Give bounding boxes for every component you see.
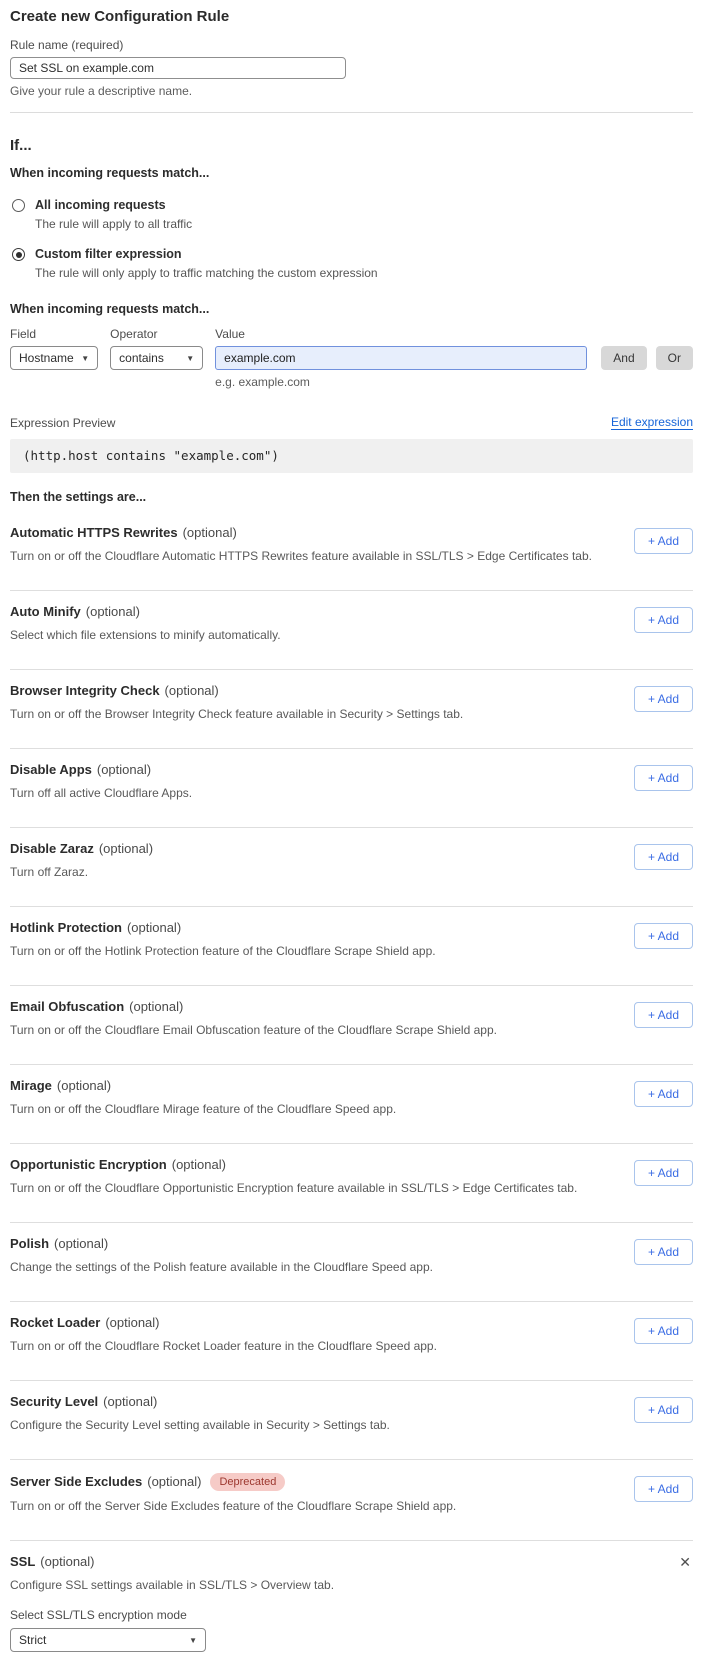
radio-button-icon[interactable]	[12, 199, 25, 212]
setting-description: Turn on or off the Cloudflare Automatic HTTPS Rewrites feature available in SSL/TLS > Edge Certificates tab.	[10, 549, 592, 563]
ssl-description: Configure SSL settings available in SSL/TLS > Overview tab.	[10, 1578, 335, 1592]
setting-title: Rocket Loader	[10, 1315, 101, 1330]
deprecated-badge: Deprecated	[210, 1473, 285, 1491]
radio-description: The rule will only apply to traffic matching the custom expression	[35, 266, 378, 280]
setting-row	[10, 670, 693, 749]
section-divider	[10, 112, 693, 113]
setting-row	[10, 986, 693, 1065]
setting-row	[10, 1460, 693, 1541]
ssl-mode-select[interactable]	[10, 1628, 206, 1652]
add-setting-button[interactable]: + Add	[634, 1002, 693, 1028]
incoming-match-heading: When incoming requests match...	[10, 166, 210, 180]
setting-row	[10, 512, 693, 591]
setting-title: Security Level	[10, 1394, 99, 1409]
radio-button-icon[interactable]	[12, 248, 25, 261]
rule-name-label: Rule name (required)	[10, 38, 124, 52]
then-settings-heading: Then the settings are...	[10, 490, 147, 504]
setting-row	[10, 749, 693, 828]
setting-optional-label: (optional)	[182, 525, 237, 540]
operator-select[interactable]	[110, 346, 203, 370]
edit-expression-link[interactable]: Edit expression	[610, 415, 693, 429]
ssl-optional-label: (optional)	[40, 1554, 95, 1569]
add-setting-button[interactable]: + Add	[634, 1239, 693, 1265]
setting-row	[10, 1144, 693, 1223]
setting-optional-label: (optional)	[103, 1394, 158, 1409]
filter-builder-row	[10, 327, 693, 389]
add-setting-button[interactable]: + Add	[634, 923, 693, 949]
setting-description: Turn off all active Cloudflare Apps.	[10, 786, 193, 800]
setting-optional-label: (optional)	[96, 762, 152, 777]
chevron-down-icon: ▼	[81, 353, 90, 363]
setting-description: Select which file extensions to minify automatically.	[10, 628, 281, 642]
rule-name-input[interactable]	[10, 57, 346, 79]
operator-label: Operator	[110, 327, 158, 341]
ssl-setting-section	[10, 1541, 693, 1652]
expression-code-block: (http.host contains "example.com")	[10, 439, 693, 473]
rule-name-helper: Give your rule a descriptive name.	[10, 84, 193, 98]
value-label: Value	[215, 327, 245, 341]
setting-title: Email Obfuscation	[10, 999, 125, 1014]
setting-title: Disable Zaraz	[10, 841, 94, 856]
setting-row	[10, 1065, 693, 1144]
setting-title: Browser Integrity Check	[10, 683, 160, 698]
add-setting-button[interactable]: + Add	[634, 686, 693, 712]
setting-row	[10, 1223, 693, 1302]
setting-description: Turn on or off the Cloudflare Opportunistic Encryption feature available in SSL/TLS > Edge Certificates tab.	[10, 1181, 578, 1195]
and-button[interactable]: And	[601, 346, 646, 370]
setting-row	[10, 591, 693, 670]
setting-description: Turn off Zaraz.	[10, 865, 89, 879]
chevron-down-icon: ▼	[186, 353, 195, 363]
radio-description: The rule will apply to all traffic	[35, 217, 193, 231]
match-type-radio-group	[10, 198, 693, 280]
rule-name-group	[10, 38, 693, 98]
close-icon[interactable]: ✕	[679, 1554, 691, 1570]
setting-optional-label: (optional)	[85, 604, 140, 619]
setting-row	[10, 1302, 693, 1381]
chevron-down-icon: ▼	[189, 1635, 197, 1645]
add-setting-button[interactable]: + Add	[634, 607, 693, 633]
setting-description: Change the settings of the Polish feature available in the Cloudflare Speed app.	[10, 1260, 433, 1274]
setting-title: Mirage	[10, 1078, 52, 1093]
page-title: Create new Configuration Rule	[10, 8, 230, 25]
radio-label: Custom filter expression	[35, 247, 182, 261]
add-setting-button[interactable]: + Add	[634, 1081, 693, 1107]
radio-label: All incoming requests	[35, 198, 166, 212]
setting-description: Turn on or off the Hotlink Protection feature of the Cloudflare Scrape Shield app.	[10, 944, 436, 958]
if-heading: If...	[10, 137, 32, 154]
field-select-value: Hostname	[19, 351, 74, 365]
expression-preview-label: Expression Preview	[10, 416, 116, 430]
setting-row	[10, 907, 693, 986]
add-setting-button[interactable]: + Add	[634, 1160, 693, 1186]
value-input[interactable]	[215, 346, 587, 370]
or-button[interactable]: Or	[656, 346, 693, 370]
setting-optional-label: (optional)	[171, 1157, 226, 1172]
setting-optional-label: (optional)	[126, 920, 182, 935]
setting-optional-label: (optional)	[54, 1236, 109, 1251]
field-label: Field	[10, 327, 37, 341]
add-setting-button[interactable]: + Add	[634, 844, 693, 870]
setting-optional-label: (optional)	[105, 1315, 160, 1330]
setting-description: Turn on or off the Cloudflare Email Obfuscation feature of the Cloudflare Scrape Shield app.	[10, 1023, 497, 1037]
radio-all-incoming-requests[interactable]	[10, 198, 693, 231]
setting-description: Turn on or off the Cloudflare Mirage feature of the Cloudflare Speed app.	[10, 1102, 397, 1116]
setting-title: Hotlink Protection	[10, 920, 122, 935]
radio-custom-filter-expression[interactable]	[10, 247, 693, 280]
settings-list	[10, 512, 693, 1541]
filter-builder-heading: When incoming requests match...	[10, 302, 210, 316]
ssl-mode-select-value: Strict	[19, 1633, 47, 1647]
field-select[interactable]	[10, 346, 98, 370]
add-setting-button[interactable]: + Add	[634, 765, 693, 791]
setting-optional-label: (optional)	[98, 841, 154, 856]
setting-title: Polish	[10, 1236, 50, 1251]
setting-optional-label: (optional)	[164, 683, 219, 698]
add-setting-button[interactable]: + Add	[634, 1318, 693, 1344]
setting-title: Automatic HTTPS Rewrites	[10, 525, 178, 540]
add-setting-button[interactable]: + Add	[634, 528, 693, 554]
expression-preview-header	[10, 415, 693, 430]
setting-optional-label: (optional)	[56, 1078, 112, 1093]
setting-title: Opportunistic Encryption	[10, 1157, 167, 1172]
setting-description: Turn on or off the Server Side Excludes feature of the Cloudflare Scrape Shield app.	[10, 1499, 457, 1513]
setting-title: Server Side Excludes	[10, 1474, 143, 1489]
setting-row	[10, 1381, 693, 1460]
add-setting-button[interactable]: + Add	[634, 1476, 693, 1502]
setting-description: Turn on or off the Cloudflare Rocket Loader feature in the Cloudflare Speed app.	[10, 1339, 437, 1353]
value-helper: e.g. example.com	[215, 375, 310, 389]
setting-title: Disable Apps	[10, 762, 92, 777]
setting-row	[10, 828, 693, 907]
setting-description: Configure the Security Level setting available in Security > Settings tab.	[10, 1418, 390, 1432]
operator-select-value: contains	[119, 351, 164, 365]
setting-title: Auto Minify	[10, 604, 81, 619]
setting-description: Turn on or off the Browser Integrity Check feature available in Security > Settings tab.	[10, 707, 464, 721]
setting-optional-label: (optional)	[129, 999, 184, 1014]
ssl-title: SSL	[10, 1554, 36, 1569]
setting-optional-label: (optional)	[147, 1474, 202, 1489]
ssl-mode-label: Select SSL/TLS encryption mode	[10, 1608, 187, 1622]
add-setting-button[interactable]: + Add	[634, 1397, 693, 1423]
